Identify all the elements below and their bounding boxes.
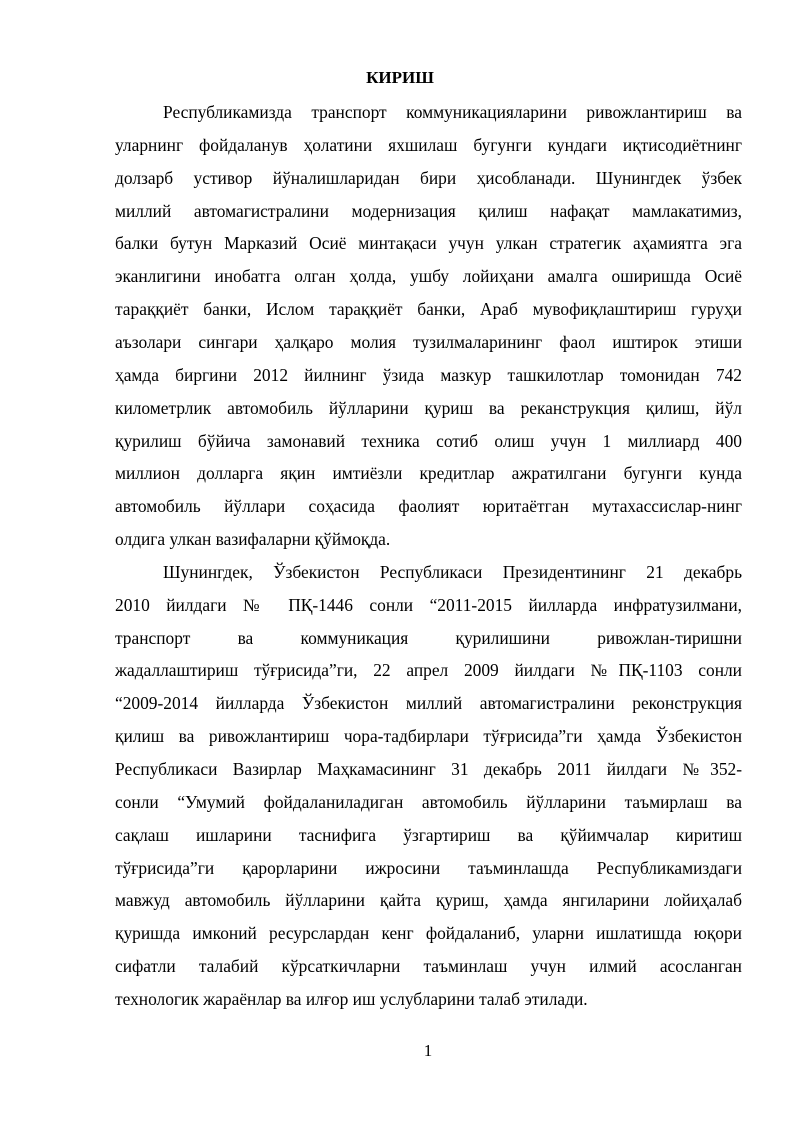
paragraph-line: тўғрисида”ги қарорларини ижросини таъминлашда Республикамиздаги xyxy=(115,858,742,878)
paragraph-line: қуришда имконий ресурслардан кенг фойдаланиб, уларни ишлатишда юқори xyxy=(115,923,742,943)
paragraph-line: мавжуд автомобиль йўлларини қайта қуриш, ҳамда янгиларини лойиҳалаб xyxy=(115,890,742,910)
paragraph-line: “2009-2014 йилларда Ўзбекистон миллий автомагистралини реконструкция xyxy=(115,693,742,713)
paragraph-line: уларнинг фойдаланув ҳолатини яхшилаш бугунги кундаги иқтисодиётнинг xyxy=(115,135,742,155)
paragraph-line: ҳамда биргини 2012 йилнинг ўзида мазкур ташкилотлар томонидан 742 xyxy=(115,365,742,385)
paragraph-line: Шунингдек, Ўзбекистон Республикаси Президентининг 21 декабрь xyxy=(163,562,742,582)
paragraph-line: миллий автомагистралини модернизация қилиш нафақат мамлакатимиз, xyxy=(115,201,742,221)
paragraph-line: 2010 йилдаги № ПҚ-1446 сонли “2011-2015 йилларда инфратузилмани, xyxy=(115,595,742,615)
paragraph-line: сақлаш ишларини таснифига ўзгартириш ва қўйимчалар киритиш xyxy=(115,825,742,845)
paragraph-line: жадаллаштириш тўғрисида”ги, 22 апрел 2009 йилдаги №ПҚ-1103 сонли xyxy=(115,660,742,680)
paragraph-line: Республикаси Вазирлар Маҳкамасининг 31 декабрь 2011 йилдаги №352- xyxy=(115,759,742,779)
paragraph-line: километрлик автомобиль йўлларини қуриш ва реканструкция қилиш, йўл xyxy=(115,398,742,418)
paragraph-line: автомобиль йўллари соҳасида фаолият юритаётган мутахассислар-нинг xyxy=(115,496,742,516)
page-number: 1 xyxy=(423,1041,433,1060)
paragraph-line: сонли “Умумий фойдаланиладиган автомобиль йўлларини таъмирлаш ва xyxy=(115,792,742,812)
paragraph-line: эканлигини инобатга олган ҳолда, ушбу лойиҳани амалга оширишда Осиё xyxy=(115,266,742,286)
paragraph-line: тараққиёт банки, Ислом тараққиёт банки, Араб мувофиқлаштириш гуруҳи xyxy=(115,299,742,319)
paragraph-line: сифатли талабий кўрсаткичларни таъминлаш учун илмий асосланган xyxy=(115,956,742,976)
paragraph-line: балки бутун Марказий Осиё минтақаси учун улкан стратегик аҳамиятга эга xyxy=(115,233,742,253)
paragraph-line: миллион долларга яқин имтиёзли кредитлар ажратилгани бугунги кунда xyxy=(115,463,742,483)
paragraph-line: қилиш ва ривожлантириш чора-тадбирлари тўғрисида”ги ҳамда Ўзбекистон xyxy=(115,726,742,746)
paragraph-line: транспорт ва коммуникация қурилишини ривожлан-тиришни xyxy=(115,628,742,648)
paragraph-line: олдига улкан вазифаларни қўймоқда. xyxy=(115,529,391,549)
paragraph-line: Республикамизда транспорт коммуникацияларини ривожлантириш ва xyxy=(163,102,742,122)
paragraph-line: технологик жараёнлар ва илғор иш услубларини талаб этилади. xyxy=(115,989,588,1009)
paragraph-line: долзарб устивор йўналишларидан бири ҳисобланади. Шунингдек ўзбек xyxy=(115,168,742,188)
paragraph-line: қурилиш бўйича замонавий техника сотиб олиш учун 1 миллиард 400 xyxy=(115,431,742,451)
paragraph-line: аъзолари сингари ҳалқаро молия тузилмаларининг фаол иштирок этиши xyxy=(115,332,742,352)
document-title: КИРИШ xyxy=(366,68,434,87)
